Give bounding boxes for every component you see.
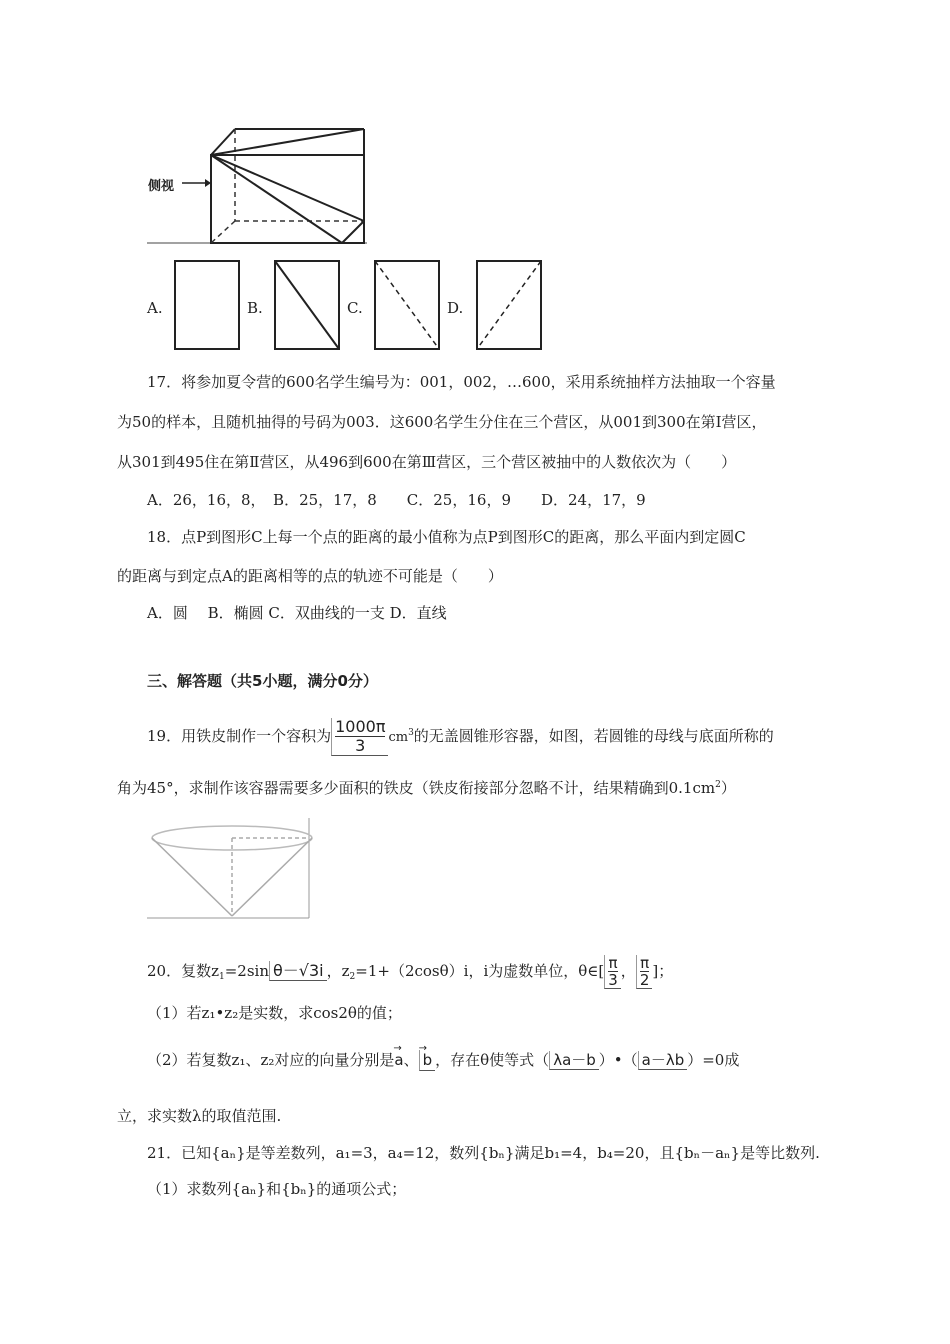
section-title: 三、解答题（共5小题，满分0分） xyxy=(147,672,378,690)
q20-sub-q2 xyxy=(147,1050,739,1071)
q19-unit: cm xyxy=(388,730,409,745)
q19-volume-fraction xyxy=(331,718,388,756)
q19-prefix: 19．用铁皮制作一个容积为 xyxy=(147,727,332,745)
q18-options: A．圆 B．椭圆 C．双曲线的一支 D．直线 xyxy=(147,604,447,622)
q20-sub-q2-c: ）=0成 xyxy=(687,1051,740,1069)
q21-line1: 21．已知{aₙ}是等差数列，a₁=3，a₄=12，数列{bₙ}满足b₁=4，b₄=20，且{bₙ－aₙ}是等比数列. xyxy=(147,1144,820,1162)
q17-line3: 从301到495住在第Ⅱ营区，从496到600在第Ⅲ营区，三个营区被抽中的人数依次为（ ） xyxy=(117,453,737,471)
q20-part2: ，z xyxy=(326,962,350,980)
q19-unit-sup: 3 xyxy=(408,728,414,738)
q20-sub-q2-b: ，存在θ使等式（ xyxy=(435,1051,550,1069)
q19-line1 xyxy=(147,718,774,756)
option-d-label: D. xyxy=(447,299,464,317)
option-a-label: A. xyxy=(147,299,163,317)
q20-frac1-num: π xyxy=(608,954,618,972)
q20-sub-q2-line2: 立，求实数λ的取值范围. xyxy=(117,1107,282,1125)
q20-sub1: 1 xyxy=(219,972,225,982)
q18-line2: 的距离与到定点A的距离相等的点的轨迹不可能是（ ） xyxy=(117,567,503,585)
q20-frac1-den: 3 xyxy=(608,971,618,989)
q20-sub-q1: （1）若z₁•z₂是实数，求cos2θ的值； xyxy=(147,1004,402,1022)
side-view-label: 侧视 xyxy=(148,179,175,194)
q20-dot: ）•（ xyxy=(598,1051,638,1069)
option-d-figure xyxy=(476,260,542,350)
prism-figure xyxy=(145,125,375,250)
q19-frac-num: 1000π xyxy=(335,717,386,736)
q19-line2-end: ） xyxy=(720,779,736,797)
q18-line1: 18．点P到图形C上每一个点的距离的最小值称为点P到图形C的距离，那么平面内到定圆C xyxy=(147,528,746,546)
q20-theta-expr: θ－√3i xyxy=(269,961,327,981)
q20-sub-q2-a: （2）若复数z₁、z₂对应的向量分别是 xyxy=(147,1051,395,1069)
q20-part1: =2sin xyxy=(224,962,270,980)
q19-suffix: 的无盖圆锥形容器，如图，若圆锥的母线与底面所称的 xyxy=(413,727,774,745)
q17-line1: 17．将参加夏令营的600名学生编号为：001，002，…600，采用系统抽样方法抽取一个容量 xyxy=(147,373,776,391)
q20-vec-b: → b xyxy=(419,1050,436,1071)
q19-frac-den: 3 xyxy=(355,736,366,755)
q19-line2-sup: 2 xyxy=(715,780,721,790)
q17-options: A．26，16，8， B．25，17，8 C．25，16，9 D．24，17，9 xyxy=(147,491,646,509)
q20-frac2 xyxy=(636,955,653,989)
q21-sub-q1: （1）求数列{aₙ}和{bₙ}的通项公式； xyxy=(147,1180,407,1198)
q17-line2: 为50的样本，且随机抽得的号码为003．这600名学生分住在三个营区，从001到300在第Ⅰ营区， xyxy=(117,413,767,431)
q20-frac2-den: 2 xyxy=(639,971,650,989)
option-b-figure xyxy=(274,260,340,350)
q20-frac2-num: π xyxy=(640,954,650,972)
q20-prefix: 20．复数z xyxy=(147,962,219,980)
q20-sep: 、 xyxy=(403,1051,419,1069)
q20-expr2: a－λb xyxy=(638,1051,688,1070)
option-b-label: B. xyxy=(247,299,263,317)
option-c-label: C. xyxy=(347,299,363,317)
q20-comma: ， xyxy=(620,962,636,980)
q19-line2-text: 角为45°，求制作该容器需要多少面积的铁皮（铁皮衔接部分忽略不计，结果精确到0.1cm xyxy=(117,779,716,797)
q19-line2 xyxy=(117,775,736,798)
option-c-figure xyxy=(374,260,440,350)
q20-sub2: 2 xyxy=(349,972,356,982)
q20-end: ]； xyxy=(652,962,674,980)
q20-line1 xyxy=(147,955,673,989)
cone-figure xyxy=(147,818,312,920)
q20-vec-a: → a xyxy=(394,1050,403,1070)
q20-part3: =1+（2cosθ）i，i为虚数单位，θ∈[ xyxy=(355,962,605,980)
q20-expr1: λa－b xyxy=(549,1051,599,1070)
option-a-figure xyxy=(174,260,240,350)
q20-frac1 xyxy=(604,955,621,989)
